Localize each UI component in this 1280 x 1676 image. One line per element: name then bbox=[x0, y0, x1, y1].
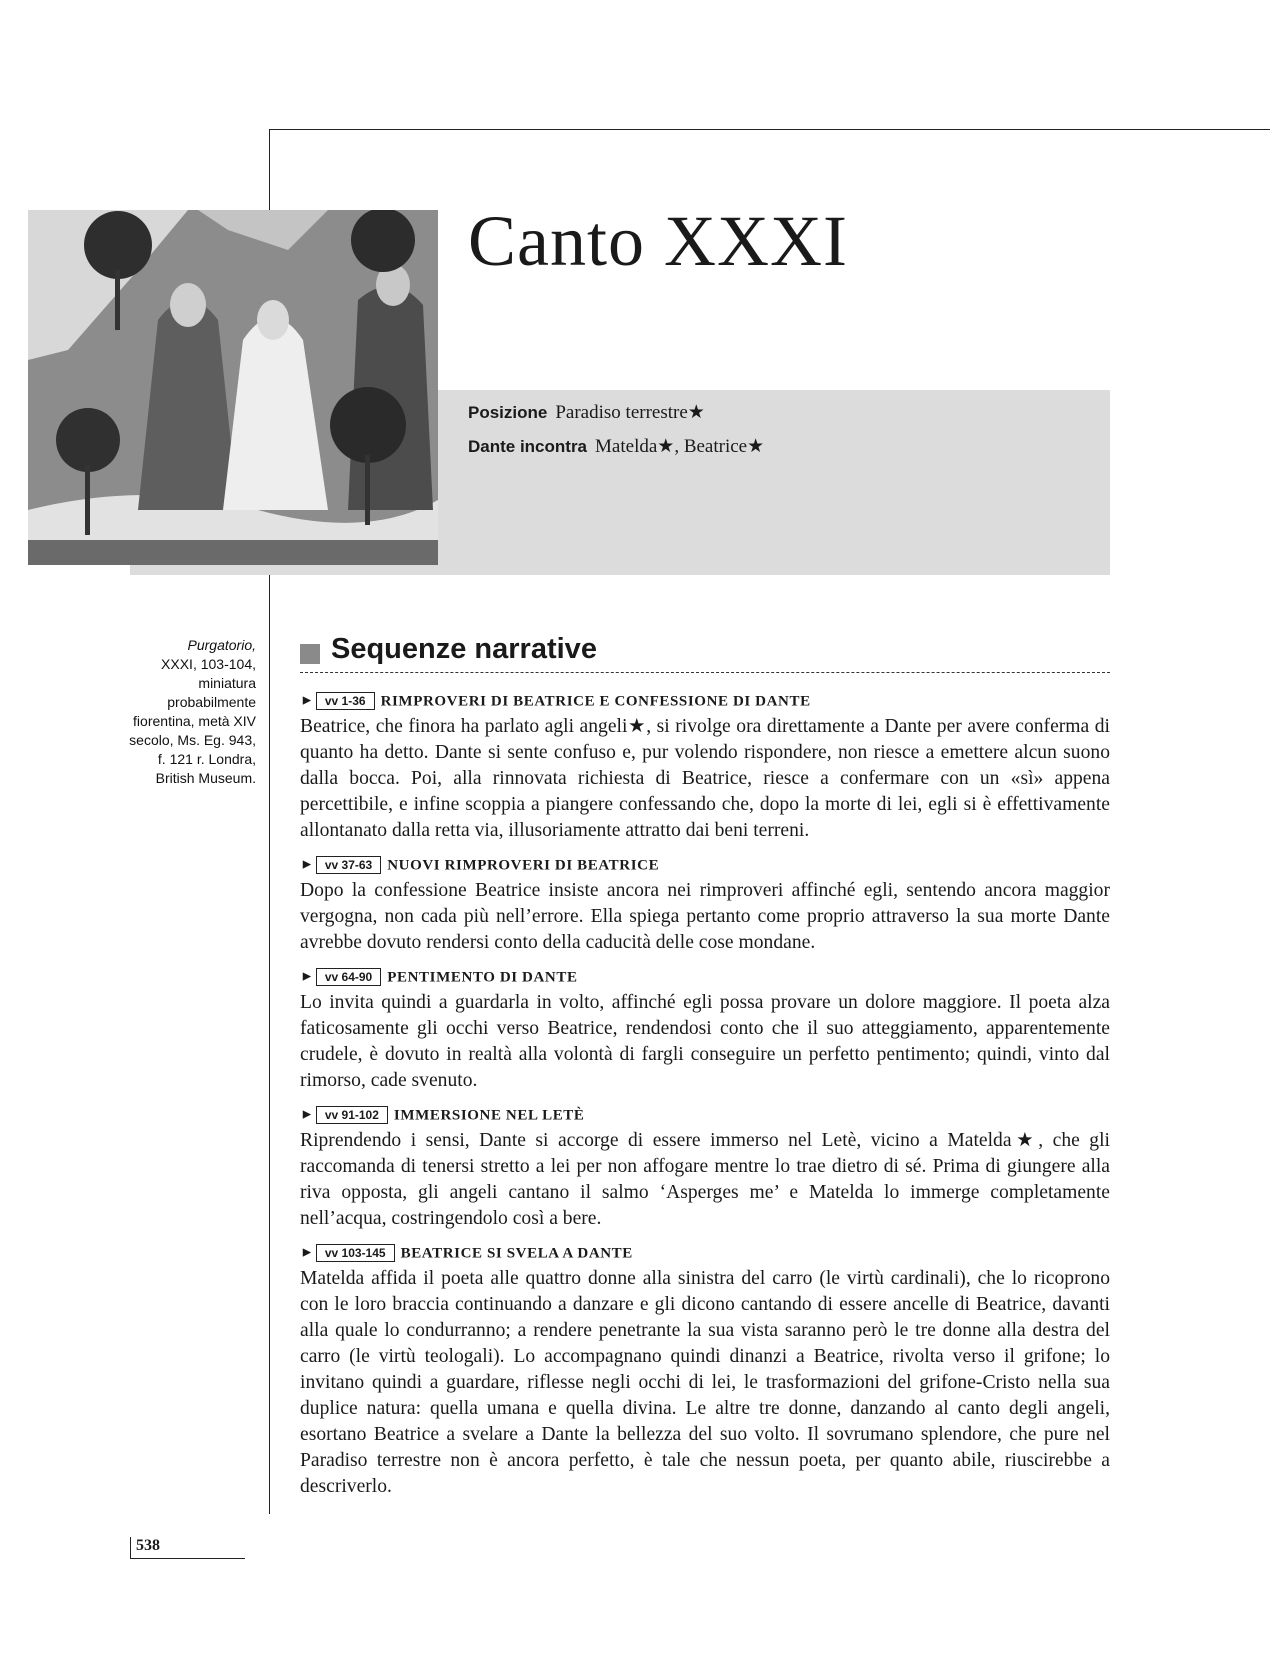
arrow-right-icon: ► bbox=[300, 857, 314, 873]
sequence-item bbox=[300, 1242, 1110, 1500]
sequence-item bbox=[300, 966, 1110, 1094]
verse-range: vv 64-90 bbox=[316, 968, 381, 986]
verse-range: vv 1-36 bbox=[316, 692, 375, 710]
caption-text: XXXI, 103-104, miniatura probabilmente fiorentina, metà XIV secolo, Ms. Eg. 943, f. 121 r. Londra, British Museum. bbox=[129, 656, 256, 786]
sequence-header bbox=[300, 1104, 1110, 1126]
verse-range: vv 103-145 bbox=[316, 1244, 395, 1262]
meets-value: Matelda★, Beatrice★ bbox=[595, 436, 765, 457]
sequence-item bbox=[300, 690, 1110, 844]
position-row bbox=[468, 396, 764, 430]
sequence-title: BEATRICE SI SVELA A DANTE bbox=[400, 1245, 633, 1262]
meets-label: Dante incontra bbox=[468, 437, 588, 456]
sequence-title: IMMERSIONE NEL LETÈ bbox=[393, 1107, 585, 1124]
sequence-item bbox=[300, 1104, 1110, 1232]
position-value: Paradiso terrestre★ bbox=[555, 402, 705, 423]
section-heading bbox=[300, 634, 1110, 673]
section-title: Sequenze narrative bbox=[331, 633, 597, 665]
top-rule bbox=[270, 129, 1270, 130]
sequence-header bbox=[300, 854, 1110, 876]
page-title: Canto XXXI bbox=[468, 201, 848, 281]
arrow-right-icon: ► bbox=[300, 1107, 314, 1123]
page-number: 538 bbox=[130, 1537, 245, 1559]
image-caption bbox=[120, 636, 256, 788]
arrow-right-icon: ► bbox=[300, 693, 314, 709]
verse-range: vv 91-102 bbox=[316, 1106, 388, 1124]
miniature-illustration bbox=[28, 210, 438, 565]
sequence-title: PENTIMENTO DI DANTE bbox=[387, 969, 578, 986]
sequence-text: Lo invita quindi a guardarla in volto, affinché egli possa provare un dolore maggiore. Il poeta alza faticosamente gli occhi verso Beatrice, rendendosi conto che il suo atteggiamento, apparentemente crudele, è dovuto in realtà alla volontà di fargli conseguire un perfetto pentimento; quindi, vinto dal rimorso, cade svenuto. bbox=[300, 992, 1110, 1091]
sequence-title: NUOVI RIMPROVERI DI BEATRICE bbox=[387, 857, 660, 874]
meets-row bbox=[468, 430, 764, 464]
sequence-item bbox=[300, 854, 1110, 956]
arrow-right-icon: ► bbox=[300, 969, 314, 985]
sequence-title: RIMPROVERI DI BEATRICE E CONFESSIONE DI DANTE bbox=[380, 693, 811, 710]
sequence-header bbox=[300, 1242, 1110, 1264]
sequence-text: Riprendendo i sensi, Dante si accorge di essere immerso nel Letè, vicino a Matelda★, che gli raccomanda di tenersi stretto a lei per non affogare mentre lo trae dietro di sé. Prima di giungere alla riva opposta, gli angeli cantano il salmo ‘Asperges me’ e Matelda lo immerge completamente nell’acqua, costringendolo così a bere. bbox=[300, 1130, 1110, 1229]
verse-range: vv 37-63 bbox=[316, 856, 381, 874]
arrow-right-icon: ► bbox=[300, 1245, 314, 1261]
sequence-text: Matelda affida il poeta alle quattro donne alla sinistra del carro (le virtù cardinali), che lo ricoprono con le loro braccia continuando a danzare e gli dicono cantando di essere ancelle di Beatrice, davanti alla quale lo condurranno; a rendere penetrante la sua vista saranno però le tre donne alla destra del carro (le virtù teologali). Lo accompagnano quindi dinanzi a Beatrice, rivolta verso il grifone; lo invitano quindi a guardare, riflesse negli occhi di lei, le trasformazioni del grifone-Cristo nella sua duplice natura: quella umana e quella divina. Le altre tre donne, danzando al canto degli angeli, esortano Beatrice a svelare a Dante la bellezza del suo volto. Il sovrumano splendore, che pure nel Paradiso terrestre non è ancora perfetto, è tale che nessun poeta, per quanto abile, riuscirebbe a descriverlo. bbox=[300, 1268, 1110, 1497]
sequence-text: Beatrice, che finora ha parlato agli angeli★, si rivolge ora direttamente a Dante per avere conferma di quanto ha detto. Dante si sente confuso e, pur volendo rispondere, non riesce a emettere alcun suono dalla bocca. Poi, alla rinnovata richiesta di Beatrice, riesce a confermare con un «sì» appena percettibile, e infine scoppia a piangere confessando che, dopo la morte di lei, egli si è effettivamente allontanato dalla retta via, illusoriamente attratto dai beni terreni. bbox=[300, 716, 1110, 841]
canto-info bbox=[468, 396, 764, 464]
sequence-header bbox=[300, 690, 1110, 712]
position-label: Posizione bbox=[468, 403, 548, 422]
sequence-text: Dopo la confessione Beatrice insiste ancora nei rimproveri affinché egli, sentendo ancora maggior vergogna, non cada più nell’errore. Ella spiega pertanto come proprio attraverso la sua morte Dante avrebbe dovuto rendersi conto della caducità delle cose mondane. bbox=[300, 880, 1110, 953]
sequence-header bbox=[300, 966, 1110, 988]
section-square-icon bbox=[300, 644, 320, 664]
caption-work-title: Purgatorio, bbox=[187, 637, 256, 653]
sequence-list bbox=[300, 690, 1110, 1510]
